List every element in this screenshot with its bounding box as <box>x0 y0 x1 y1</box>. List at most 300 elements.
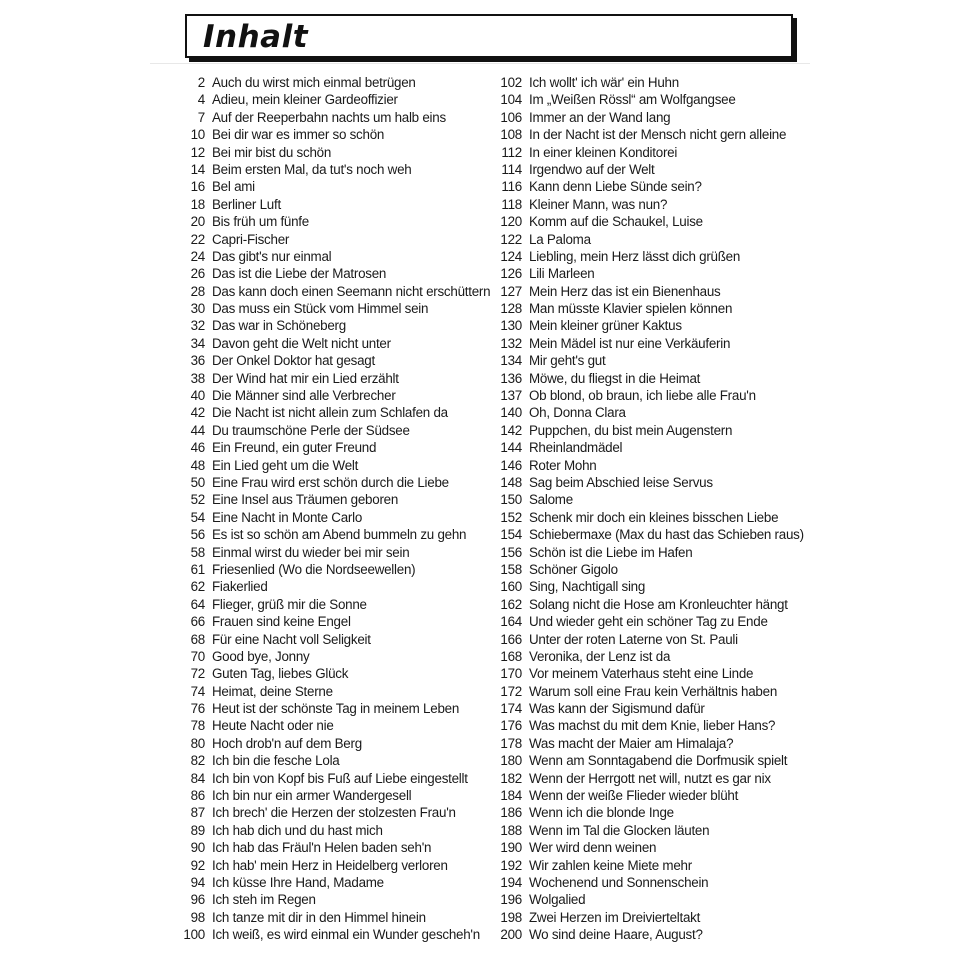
toc-entry <box>482 665 804 682</box>
toc-entry <box>482 370 804 387</box>
toc-page-number: 200 <box>500 927 522 943</box>
toc-song-title: Flieger, grüß mir die Sonne <box>212 596 367 612</box>
toc-entry <box>482 787 804 804</box>
toc-page-number: 174 <box>500 701 522 717</box>
toc-page-number: 82 <box>190 753 205 769</box>
toc-entry <box>482 631 804 648</box>
toc-song-title: Solang nicht die Hose am Kronleuchter hängt <box>529 596 788 612</box>
toc-song-title: Ich brech' die Herzen der stolzesten Frau'n <box>212 805 456 821</box>
toc-page-number: 122 <box>500 231 522 247</box>
toc-song-title: Kann denn Liebe Sünde sein? <box>529 179 702 195</box>
toc-entry <box>482 926 804 943</box>
toc-entry <box>160 109 490 126</box>
toc-entry <box>482 544 804 561</box>
toc-entry <box>482 265 804 282</box>
toc-song-title: Puppchen, du bist mein Augenstern <box>529 422 733 438</box>
toc-song-title: Unter der roten Laterne von St. Pauli <box>529 631 738 647</box>
toc-entry <box>482 596 804 613</box>
toc-entry <box>482 352 804 369</box>
toc-song-title: Bei mir bist du schön <box>212 144 332 160</box>
toc-song-title: Das gibt's nur einmal <box>212 248 332 264</box>
toc-song-title: In der Nacht ist der Mensch nicht gern alleine <box>529 127 787 143</box>
toc-song-title: Bis früh um fünfe <box>212 214 309 230</box>
toc-entry <box>160 491 490 508</box>
toc-page-number: 180 <box>500 753 522 769</box>
toc-song-title: Das kann doch einen Seemann nicht erschüttern <box>212 283 491 299</box>
toc-entry <box>482 804 804 821</box>
toc-entry <box>160 126 490 143</box>
toc-entry <box>160 91 490 108</box>
toc-song-title: Warum soll eine Frau kein Verhältnis haben <box>529 683 778 699</box>
toc-entry <box>482 387 804 404</box>
toc-entry <box>160 213 490 230</box>
toc-page-number: 186 <box>500 805 522 821</box>
toc-entry <box>160 839 490 856</box>
toc-song-title: Heut ist der schönste Tag in meinem Leben <box>212 701 460 717</box>
toc-song-title: Ich tanze mit dir in den Himmel hinein <box>212 909 426 925</box>
toc-song-title: Schenk mir doch ein kleines bisschen Liebe <box>529 509 779 525</box>
toc-song-title: Wenn am Sonntagabend die Dorfmusik spielt <box>529 753 788 769</box>
toc-page-number: 89 <box>190 822 205 838</box>
toc-entry <box>160 457 490 474</box>
toc-page-number: 66 <box>190 614 205 630</box>
toc-song-title: Immer an der Wand lang <box>529 109 671 125</box>
toc-page-number: 158 <box>500 561 522 577</box>
toc-page-number: 166 <box>500 631 522 647</box>
toc-entry <box>160 439 490 456</box>
toc-page-number: 120 <box>500 214 522 230</box>
toc-page-number: 182 <box>500 770 522 786</box>
toc-entry <box>482 735 804 752</box>
toc-song-title: Und wieder geht ein schöner Tag zu Ende <box>529 614 768 630</box>
toc-page-number: 61 <box>190 561 205 577</box>
toc-song-title: Was macht der Maier am Himalaja? <box>529 735 734 751</box>
toc-entry <box>160 561 490 578</box>
toc-entry <box>160 578 490 595</box>
toc-song-title: Ich wollt' ich wär' ein Huhn <box>529 75 679 90</box>
toc-entry <box>482 857 804 874</box>
toc-entry <box>482 91 804 108</box>
toc-song-title: Man müsste Klavier spielen können <box>529 301 733 317</box>
toc-page-number: 58 <box>190 544 205 560</box>
toc-song-title: Zwei Herzen im Dreivierteltakt <box>529 909 701 925</box>
toc-page-number: 70 <box>190 648 205 664</box>
toc-song-title: Auf der Reeperbahn nachts um halb eins <box>212 109 446 125</box>
toc-entry <box>482 196 804 213</box>
toc-page-number: 124 <box>500 248 522 264</box>
toc-song-title: Liebling, mein Herz lässt dich grüßen <box>529 248 741 264</box>
toc-page-number: 28 <box>190 283 205 299</box>
toc-song-title: Good bye, Jonny <box>212 648 310 664</box>
toc-song-title: Sag beim Abschied leise Servus <box>529 474 713 490</box>
toc-entry <box>482 648 804 665</box>
toc-song-title: Wochenend und Sonnenschein <box>529 874 709 890</box>
toc-page-number: 100 <box>183 927 205 943</box>
toc-page-number: 86 <box>190 788 205 804</box>
toc-song-title: Wer wird denn weinen <box>529 840 657 856</box>
toc-song-title: Eine Frau wird erst schön durch die Liebe <box>212 474 449 490</box>
toc-entry <box>482 457 804 474</box>
toc-entry <box>160 926 490 943</box>
toc-entry <box>482 317 804 334</box>
toc-column-left <box>160 74 490 944</box>
toc-page-number: 72 <box>190 666 205 682</box>
toc-song-title: Wenn der Herrgott net will, nutzt es gar nix <box>529 770 771 786</box>
toc-page-number: 98 <box>190 909 205 925</box>
toc-song-title: Mein kleiner grüner Kaktus <box>529 318 682 334</box>
toc-page-number: 146 <box>500 457 522 473</box>
toc-page-number: 196 <box>500 892 522 908</box>
toc-song-title: Beim ersten Mal, da tut's noch weh <box>212 161 412 177</box>
toc-song-title: Mein Mädel ist nur eine Verkäuferin <box>529 335 731 351</box>
toc-page-number: 14 <box>190 161 205 177</box>
toc-song-title: Komm auf die Schaukel, Luise <box>529 214 703 230</box>
toc-song-title: Ein Lied geht um die Welt <box>212 457 359 473</box>
toc-song-title: Ich bin die fesche Lola <box>212 753 340 769</box>
toc-page-number: 22 <box>190 231 205 247</box>
toc-entry <box>482 439 804 456</box>
toc-entry <box>160 717 490 734</box>
toc-page-number: 168 <box>500 648 522 664</box>
page-title: Inhalt <box>203 19 309 55</box>
toc-song-title: Eine Nacht in Monte Carlo <box>212 509 363 525</box>
toc-entry <box>160 683 490 700</box>
toc-page-number: 118 <box>501 196 522 212</box>
toc-page-number: 52 <box>190 492 205 508</box>
toc-page-number: 148 <box>500 474 522 490</box>
toc-entry <box>160 613 490 630</box>
toc-page-number: 12 <box>190 144 205 160</box>
toc-page-number: 150 <box>500 492 522 508</box>
toc-entry <box>482 422 804 439</box>
toc-page-number: 24 <box>190 248 205 264</box>
toc-song-title: Irgendwo auf der Welt <box>529 161 655 177</box>
toc-page-number: 156 <box>500 544 522 560</box>
toc-page-number: 114 <box>501 161 522 177</box>
toc-entry <box>160 474 490 491</box>
toc-page-number: 87 <box>190 805 205 821</box>
toc-entry <box>160 874 490 891</box>
toc-song-title: Schöner Gigolo <box>529 561 618 577</box>
toc-page-number: 50 <box>190 474 205 490</box>
toc-entry <box>482 909 804 926</box>
toc-song-title: Vor meinem Vaterhaus steht eine Linde <box>529 666 754 682</box>
toc-entry <box>160 265 490 282</box>
toc-entry <box>482 231 804 248</box>
toc-entry <box>160 387 490 404</box>
toc-page-number: 54 <box>190 509 205 525</box>
toc-page-number: 92 <box>190 857 205 873</box>
toc-entry <box>160 335 490 352</box>
toc-entry <box>160 404 490 421</box>
toc-page-number: 160 <box>500 579 522 595</box>
toc-song-title: Veronika, der Lenz ist da <box>529 648 671 664</box>
toc-song-title: Das muss ein Stück vom Himmel sein <box>212 301 429 317</box>
toc-page-number: 162 <box>500 596 522 612</box>
toc-page-number: 30 <box>190 301 205 317</box>
toc-entry <box>160 770 490 787</box>
toc-song-title: Was machst du mit dem Knie, lieber Hans? <box>529 718 776 734</box>
toc-entry <box>482 144 804 161</box>
toc-page-number: 20 <box>190 214 205 230</box>
toc-song-title: Ich hab dich und du hast mich <box>212 822 383 838</box>
toc-page-number: 32 <box>190 318 205 334</box>
toc-song-title: Im „Weißen Rössl“ am Wolfgangsee <box>529 92 736 108</box>
toc-song-title: Der Onkel Doktor hat gesagt <box>212 353 375 369</box>
toc-song-title: Mein Herz das ist ein Bienenhaus <box>529 283 721 299</box>
toc-entry <box>160 891 490 908</box>
toc-song-title: Ich hab' mein Herz in Heidelberg verloren <box>212 857 448 873</box>
toc-entry <box>160 178 490 195</box>
toc-song-title: Wenn ich die blonde Inge <box>529 805 674 821</box>
toc-page-number: 80 <box>190 735 205 751</box>
toc-page-number: 36 <box>190 353 205 369</box>
toc-entry <box>160 526 490 543</box>
toc-entry <box>160 804 490 821</box>
toc-song-title: Friesenlied (Wo die Nordseewellen) <box>212 561 416 577</box>
toc-entry <box>160 231 490 248</box>
toc-page-number: 188 <box>500 822 522 838</box>
toc-entry <box>482 578 804 595</box>
toc-entry <box>482 683 804 700</box>
toc-entry <box>482 178 804 195</box>
toc-page-number: 2 <box>197 75 205 90</box>
toc-song-title: Du traumschöne Perle der Südsee <box>212 422 410 438</box>
toc-entry <box>482 891 804 908</box>
toc-entry <box>160 857 490 874</box>
toc-page-number: 84 <box>190 770 205 786</box>
toc-page-number: 127 <box>500 283 522 299</box>
toc-page-number: 16 <box>190 179 205 195</box>
toc-entry <box>482 126 804 143</box>
toc-song-title: Kleiner Mann, was nun? <box>529 196 668 212</box>
toc-page-number: 64 <box>190 596 205 612</box>
toc-column-right <box>482 74 804 944</box>
toc-entry <box>482 300 804 317</box>
toc-page-number: 134 <box>500 353 522 369</box>
toc-entry <box>482 74 804 91</box>
toc-entry <box>160 752 490 769</box>
toc-song-title: Schiebermaxe (Max du hast das Schieben raus) <box>529 527 804 543</box>
toc-page-number: 90 <box>190 840 205 856</box>
toc-entry <box>160 144 490 161</box>
toc-page-number: 170 <box>500 666 522 682</box>
toc-page-number: 176 <box>500 718 522 734</box>
toc-song-title: Der Wind hat mir ein Lied erzählt <box>212 370 399 386</box>
toc-entry <box>160 161 490 178</box>
toc-entry <box>160 665 490 682</box>
toc-page-number: 192 <box>500 857 522 873</box>
toc-song-title: Adieu, mein kleiner Gardeoffizier <box>212 92 398 108</box>
toc-page-number: 137 <box>500 388 522 404</box>
toc-song-title: Wolgalied <box>529 892 586 908</box>
toc-song-title: Ob blond, ob braun, ich liebe alle Frau'n <box>529 388 756 404</box>
toc-entry <box>482 213 804 230</box>
toc-song-title: Schön ist die Liebe im Hafen <box>529 544 693 560</box>
toc-page-number: 96 <box>190 892 205 908</box>
toc-page-number: 164 <box>500 614 522 630</box>
toc-song-title: Ich bin von Kopf bis Fuß auf Liebe eingestellt <box>212 770 468 786</box>
toc-song-title: Rheinlandmädel <box>529 440 623 456</box>
toc-song-title: Wir zahlen keine Miete mehr <box>529 857 692 873</box>
toc-entry <box>160 700 490 717</box>
toc-page-number: 10 <box>190 127 205 143</box>
toc-song-title: Was kann der Sigismund dafür <box>529 701 705 717</box>
toc-page-number: 48 <box>190 457 205 473</box>
toc-song-title: Wo sind deine Haare, August? <box>529 927 703 943</box>
toc-song-title: Bel ami <box>212 179 255 195</box>
toc-song-title: Bei dir war es immer so schön <box>212 127 385 143</box>
toc-entry <box>160 822 490 839</box>
toc-entry <box>160 648 490 665</box>
toc-song-title: Roter Mohn <box>529 457 597 473</box>
toc-entry <box>160 248 490 265</box>
toc-song-title: Frauen sind keine Engel <box>212 614 351 630</box>
toc-song-title: Wenn im Tal die Glocken läuten <box>529 822 710 838</box>
toc-entry <box>482 717 804 734</box>
toc-entry <box>482 335 804 352</box>
toc-song-title: Fiakerlied <box>212 579 268 595</box>
toc-page-number: 38 <box>190 370 205 386</box>
toc-song-title: Ein Freund, ein guter Freund <box>212 440 377 456</box>
toc-song-title: Lili Marleen <box>529 266 595 282</box>
toc-page-number: 18 <box>190 196 205 212</box>
toc-page-number: 102 <box>500 75 522 90</box>
toc-entry <box>482 770 804 787</box>
toc-entry <box>482 839 804 856</box>
toc-song-title: Sing, Nachtigall sing <box>529 579 646 595</box>
toc-page-number: 44 <box>190 422 205 438</box>
toc-song-title: Es ist so schön am Abend bummeln zu gehn <box>212 527 467 543</box>
toc-entry <box>160 596 490 613</box>
toc-song-title: Ich bin nur ein armer Wandergesell <box>212 788 412 804</box>
toc-page-number: 40 <box>190 388 205 404</box>
toc-page-number: 140 <box>500 405 522 421</box>
toc-page-number: 136 <box>500 370 522 386</box>
toc-page-number: 172 <box>500 683 522 699</box>
toc-song-title: Die Männer sind alle Verbrecher <box>212 388 396 404</box>
toc-song-title: Ich weiß, es wird einmal ein Wunder gescheh'n <box>212 927 480 943</box>
toc-song-title: Einmal wirst du wieder bei mir sein <box>212 544 410 560</box>
toc-page-number: 194 <box>500 874 522 890</box>
toc-song-title: Heimat, deine Sterne <box>212 683 333 699</box>
toc-page-number: 104 <box>500 92 522 108</box>
toc-song-title: Oh, Donna Clara <box>529 405 626 421</box>
toc-page-number: 74 <box>190 683 205 699</box>
toc-page-number: 190 <box>500 840 522 856</box>
toc-entry <box>160 735 490 752</box>
toc-page-number: 78 <box>190 718 205 734</box>
toc-song-title: Eine Insel aus Träumen geboren <box>212 492 399 508</box>
toc-page-number: 184 <box>500 788 522 804</box>
toc-page-number: 46 <box>190 440 205 456</box>
toc-entry <box>160 283 490 300</box>
toc-entry <box>482 700 804 717</box>
toc-entry <box>160 509 490 526</box>
toc-song-title: Auch du wirst mich einmal betrügen <box>212 75 416 90</box>
toc-song-title: Möwe, du fliegst in die Heimat <box>529 370 701 386</box>
toc-page-number: 126 <box>500 266 522 282</box>
toc-song-title: Berliner Luft <box>212 196 281 212</box>
toc-entry <box>160 317 490 334</box>
toc-song-title: Ich steh im Regen <box>212 892 316 908</box>
toc-page-number: 106 <box>500 109 522 125</box>
toc-page-number: 76 <box>190 701 205 717</box>
header-divider <box>150 63 810 64</box>
toc-entry <box>160 422 490 439</box>
toc-entry <box>160 370 490 387</box>
toc-page-number: 132 <box>500 335 522 351</box>
toc-song-title: Hoch drob'n auf dem Berg <box>212 735 362 751</box>
toc-page-number: 198 <box>500 909 522 925</box>
toc-page-number: 154 <box>500 527 522 543</box>
toc-entry <box>160 909 490 926</box>
toc-entry <box>482 509 804 526</box>
toc-song-title: Wenn der weiße Flieder wieder blüht <box>529 788 739 804</box>
toc-song-title: Guten Tag, liebes Glück <box>212 666 349 682</box>
toc-page-number: 130 <box>500 318 522 334</box>
toc-page-number: 152 <box>500 509 522 525</box>
toc-entry <box>160 74 490 91</box>
toc-song-title: Das war in Schöneberg <box>212 318 346 334</box>
toc-page-number: 144 <box>500 440 522 456</box>
toc-page-number: 68 <box>190 631 205 647</box>
toc-page-number: 34 <box>190 335 205 351</box>
toc-entry <box>482 561 804 578</box>
toc-entry <box>160 544 490 561</box>
toc-entry <box>482 283 804 300</box>
toc-page-number: 128 <box>500 301 522 317</box>
toc-entry <box>482 526 804 543</box>
toc-song-title: Heute Nacht oder nie <box>212 718 334 734</box>
toc-entry <box>482 822 804 839</box>
toc-song-title: Ich hab das Fräul'n Helen baden seh'n <box>212 840 432 856</box>
toc-page-number: 94 <box>190 874 205 890</box>
toc-entry <box>160 631 490 648</box>
header-box <box>185 14 793 58</box>
toc-page-number: 112 <box>501 144 522 160</box>
toc-entry <box>160 352 490 369</box>
toc-entry <box>482 404 804 421</box>
toc-entry <box>482 161 804 178</box>
toc-song-title: In einer kleinen Konditorei <box>529 144 678 160</box>
toc-page-number: 56 <box>190 527 205 543</box>
toc-page-number: 142 <box>500 422 522 438</box>
toc-entry <box>482 248 804 265</box>
toc-entry <box>482 474 804 491</box>
toc-entry <box>160 787 490 804</box>
toc-song-title: Mir geht's gut <box>529 353 606 369</box>
toc-song-title: Salome <box>529 492 573 508</box>
toc-entry <box>482 752 804 769</box>
toc-song-title: Für eine Nacht voll Seligkeit <box>212 631 371 647</box>
toc-page-number: 178 <box>500 735 522 751</box>
toc-entry <box>160 196 490 213</box>
toc-entry <box>482 491 804 508</box>
toc-song-title: Ich küsse Ihre Hand, Madame <box>212 874 384 890</box>
toc-page-number: 7 <box>197 109 205 125</box>
toc-song-title: La Paloma <box>529 231 591 247</box>
toc-entry <box>482 613 804 630</box>
toc-song-title: Capri-Fischer <box>212 231 290 247</box>
toc-song-title: Das ist die Liebe der Matrosen <box>212 266 387 282</box>
toc-entry <box>482 109 804 126</box>
toc-page-number: 108 <box>500 127 522 143</box>
toc-page-number: 26 <box>190 266 205 282</box>
toc-song-title: Davon geht die Welt nicht unter <box>212 335 391 351</box>
toc-page-number: 42 <box>190 405 205 421</box>
toc-page-number: 4 <box>197 92 205 108</box>
